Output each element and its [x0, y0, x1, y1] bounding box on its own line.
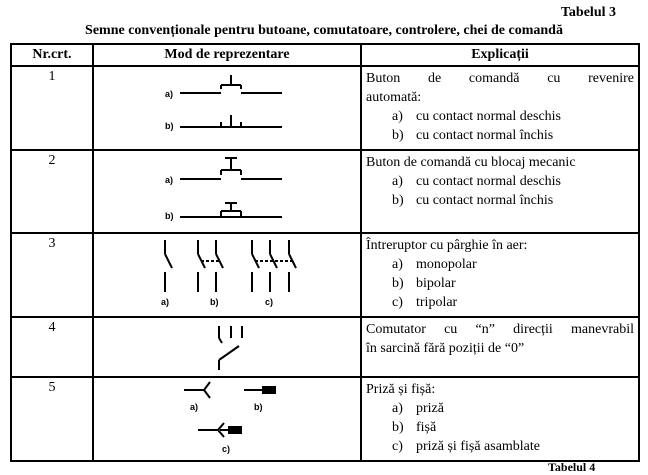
explanation-title: Comutator cu “n” direcții manevrabil — [366, 322, 634, 337]
next-table-label-fragment: Tabelul 4 — [548, 460, 596, 474]
table-caption: Semne convenționale pentru butoane, comutatoare, controlere, chei de comandă — [85, 23, 563, 38]
explanation-title-cont: automată: — [366, 90, 422, 105]
explanation-cell — [361, 317, 639, 377]
lever-switch-three-pole-icon — [252, 240, 296, 292]
table-row — [11, 150, 639, 233]
table-header-row — [11, 44, 639, 66]
push-button-auto-return-symbols — [93, 66, 361, 150]
explanation-cell — [361, 150, 639, 233]
list-item: a) cu contact normal deschis — [392, 174, 562, 189]
socket-plug-symbols — [93, 377, 361, 461]
list-item: b) cu contact normal închis — [392, 193, 554, 208]
list-item: b) cu contact normal închis — [392, 128, 554, 143]
push-button-mech-lock-symbols — [93, 150, 361, 233]
explanation-title: Întreruptor cu pârghie în aer: — [366, 238, 528, 253]
explanation-cell — [361, 66, 639, 150]
table-number: Tabelul 3 — [560, 5, 616, 20]
explanation-cell — [361, 233, 639, 317]
explanation-cell — [361, 377, 639, 461]
symbol-label-b: b) — [165, 121, 174, 131]
lever-switch-single-pole-icon — [165, 240, 172, 292]
socket-plug-assembled-icon — [198, 423, 242, 437]
column-header-representation: Mod de reprezentare — [93, 44, 361, 66]
plug-icon — [244, 386, 276, 394]
table-row — [11, 233, 639, 317]
push-button-nc-icon — [180, 115, 282, 127]
push-button-no-icon — [180, 75, 282, 93]
column-header-explanation: Explicații — [361, 44, 639, 66]
list-item: a) cu contact normal deschis — [392, 109, 562, 124]
list-item: b) fișă — [392, 420, 437, 435]
symbol-label-b: b) — [254, 402, 263, 412]
list-item: c) tripolar — [392, 295, 458, 310]
explanation-title: Buton de comandă cu revenire — [366, 71, 634, 86]
table-row — [11, 66, 639, 150]
locking-button-nc-icon — [180, 203, 282, 217]
symbol-label-b: b) — [165, 211, 174, 221]
symbol-label-a: a) — [161, 297, 170, 307]
list-item: c) priză și fișă asamblate — [392, 439, 541, 454]
column-header-nr: Nr.crt. — [11, 44, 93, 66]
n-way-switch-symbol — [93, 317, 361, 377]
table-row — [11, 377, 639, 461]
symbols-table — [10, 43, 640, 462]
symbol-label-a: a) — [165, 175, 174, 185]
list-item: a) monopolar — [392, 257, 477, 272]
socket-icon — [184, 382, 210, 398]
explanation-title: Buton de comandă cu blocaj mecanic — [366, 155, 576, 170]
list-item: b) bipolar — [392, 276, 456, 291]
symbol-label-a: a) — [190, 402, 199, 412]
row-number: 2 — [11, 150, 93, 233]
row-number: 1 — [11, 66, 93, 150]
symbol-label-c: c) — [222, 444, 231, 454]
symbol-label-b: b) — [210, 297, 219, 307]
table-row — [11, 317, 639, 377]
lever-switch-two-pole-icon — [198, 240, 223, 292]
row-number: 4 — [11, 317, 93, 377]
row-number: 3 — [11, 233, 93, 317]
explanation-title-cont: în sarcină fără poziții de “0” — [366, 341, 525, 356]
symbol-label-c: c) — [265, 297, 274, 307]
lever-switch-symbols — [93, 233, 361, 317]
explanation-title: Priză și fișă: — [366, 382, 436, 397]
row-number: 5 — [11, 377, 93, 461]
multi-way-switch-icon — [219, 326, 242, 370]
symbol-label-a: a) — [165, 89, 174, 99]
locking-button-no-icon — [180, 158, 282, 179]
list-item: a) priză — [392, 401, 444, 416]
